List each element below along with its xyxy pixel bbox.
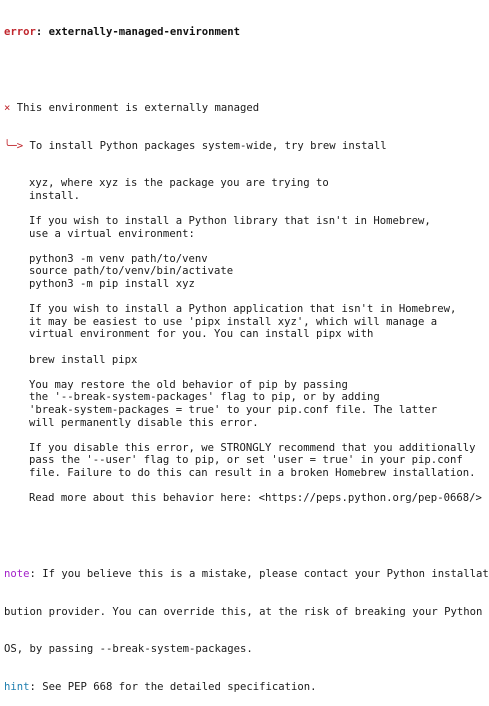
message-line: it may be easiest to use 'pipx install xyz', which will manage a (29, 315, 438, 328)
note-text-1: : If you believe this is a mistake, please contact your Python installat (29, 567, 489, 580)
error-title: : externally-managed-environment (35, 26, 240, 39)
message-line: You may restore the old behavior of pip by passing (29, 378, 348, 391)
arrow-line (4, 140, 474, 153)
message-line: install. (29, 189, 81, 202)
blank-line (4, 203, 474, 216)
message-body (4, 177, 482, 505)
message-line: source path/to/venv/bin/activate (29, 265, 234, 278)
summary-line (4, 102, 474, 115)
blank-line (4, 530, 474, 543)
message-line: the '--break-system-packages' flag to pip, or by adding (29, 391, 380, 404)
note-line-2: bution provider. You can override this, at the risk of breaking your Python (4, 605, 483, 618)
message-line: If you disable this error, we STRONGLY recommend that you additionally (29, 441, 476, 454)
error-line (4, 26, 474, 39)
blank-line (4, 429, 474, 442)
arrow-icon: ╰─> (4, 139, 24, 152)
note-label: note (4, 567, 30, 580)
message-line: Read more about this behavior here: <https://peps.python.org/pep-0668/> (29, 492, 482, 505)
message-line: python3 -m pip install xyz (29, 278, 195, 291)
blank-line (4, 480, 474, 493)
cross-icon: × (4, 101, 11, 114)
message-line: use a virtual environment: (29, 227, 195, 240)
summary-text: This environment is externally managed (10, 101, 260, 114)
message-line: brew install pipx (29, 353, 138, 366)
arrow-lead-text: To install Python packages system-wide, try brew install (23, 139, 387, 152)
hint-line (4, 681, 474, 694)
message-line: python3 -m venv path/to/venv (29, 252, 208, 265)
error-label: error (4, 26, 36, 39)
note-line-1 (4, 567, 489, 581)
message-line: will permanently disable this error. (29, 416, 259, 429)
message-line: xyz, where xyz is the package you are trying to (29, 177, 329, 190)
message-line: virtual environment for you. You can install pipx with (29, 328, 374, 341)
blank-line (4, 240, 474, 253)
blank-line (4, 341, 474, 354)
hint-text: : See PEP 668 for the detailed specification. (29, 681, 317, 694)
note-line-3: OS, by passing --break-system-packages. (4, 643, 253, 656)
message-line: file. Failure to do this can result in a broken Homebrew installation. (29, 466, 476, 479)
message-line: pass the '--user' flag to pip, or set 'user = true' in your pip.conf (29, 454, 463, 467)
blank-line (4, 291, 474, 304)
message-line: If you wish to install a Python library that isn't in Homebrew, (29, 215, 431, 228)
blank-line (4, 366, 474, 379)
blank-line (4, 64, 474, 77)
hint-label: hint (4, 681, 30, 694)
message-line: 'break-system-packages = true' to your pip.conf file. The latter (29, 404, 438, 416)
message-line: If you wish to install a Python application that isn't in Homebrew, (29, 303, 457, 316)
